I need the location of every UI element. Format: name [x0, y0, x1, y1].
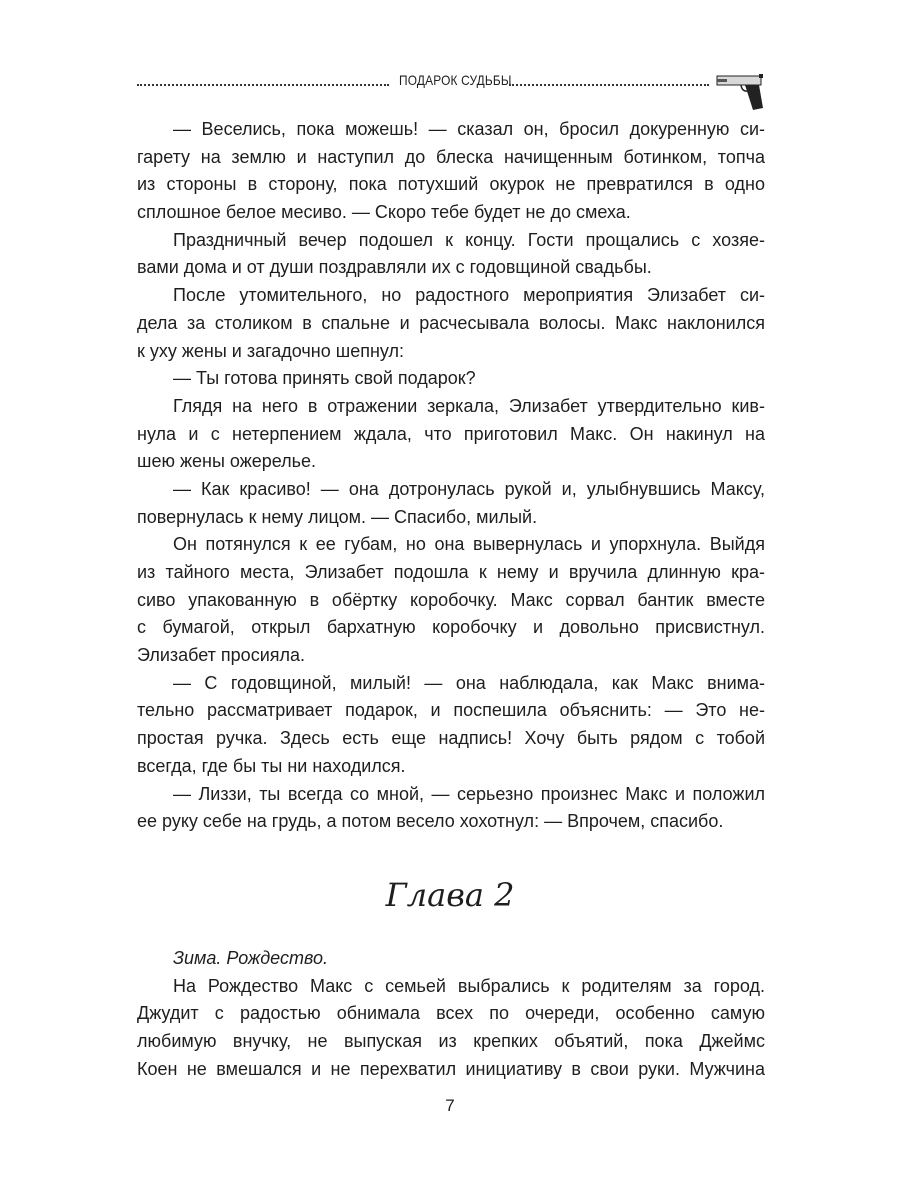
- text-line: с бумагой, открыл бархатную коробочку и довольно присвистнул.: [137, 617, 765, 638]
- text-line: Он потянулся к ее губам, но она вывернулась и упорхнула. Выйдя: [173, 534, 765, 555]
- text-line: гарету на землю и наступил до блеска начищенным ботинком, топча: [137, 146, 765, 167]
- text-line: — С годовщиной, милый! — она наблюдала, как Макс внима-: [173, 672, 765, 693]
- pistol-icon: [715, 72, 767, 117]
- text-line: ее руку себе на грудь, а потом весело хохотнул: — Впрочем, спасибо.: [137, 811, 724, 832]
- text-line: дела за столиком в спальне и расчесывала волосы. Макс наклонился: [137, 312, 765, 333]
- text-line: Коен не вмешался и не перехватил инициативу в свои руки. Мужчина: [137, 1058, 765, 1079]
- text-line: — Веселись, пока можешь! — сказал он, бросил докуренную си-: [173, 119, 765, 139]
- text-line: к уху жены и загадочно шепнул:: [137, 340, 405, 361]
- running-title: ПОДАРОК СУДЬБЫ: [399, 72, 512, 88]
- chapter-heading: Глава 2: [385, 876, 515, 914]
- text-line: из стороны в сторону, пока потухший окурок не превратился в одно: [137, 174, 765, 195]
- text-line: вами дома и от души поздравляли их с годовщиной свадьбы.: [137, 257, 652, 278]
- text-line: Элизабет просияла.: [137, 645, 306, 666]
- text-line: повернулась к нему лицом. — Спасибо, милый.: [137, 506, 538, 527]
- text-line: нула и с нетерпением ждала, что приготовил Макс. Он накинул на: [137, 423, 765, 444]
- dotted-rule-right: [509, 84, 709, 86]
- text-line: — Лиззи, ты всегда со мной, — серьезно произнес Макс и положил: [173, 783, 765, 804]
- text-line: из тайного места, Элизабет подошла к нему и вручила длинную кра-: [137, 562, 765, 582]
- body-text-section-1: [137, 116, 765, 836]
- body-text-section-2: [137, 945, 765, 1083]
- dotted-rule-left: [137, 84, 389, 86]
- text-line: простая ручка. Здесь есть еще надпись! Хочу быть рядом с тобой: [137, 728, 765, 749]
- text-line: — Как красиво! — она дотронулась рукой и, улыбнувшись Максу,: [173, 478, 765, 499]
- text-line: сплошное белое месиво. — Скоро тебе будет не до смеха.: [137, 202, 631, 223]
- text-line: После утомительного, но радостного мероприятия Элизабет си-: [173, 285, 765, 306]
- running-header: [137, 72, 777, 108]
- text-line: — Ты готова принять свой подарок?: [173, 368, 476, 389]
- text-line: Глядя на него в отражении зеркала, Элизабет утвердительно кив-: [173, 395, 765, 416]
- text-line: всегда, где бы ты ни находился.: [137, 755, 406, 776]
- text-line: тельно рассматривает подарок, и поспешила объяснить: — Это не-: [137, 700, 765, 721]
- page-number: 7: [445, 1096, 455, 1115]
- text-line: На Рождество Макс с семьей выбрались к родителям за город.: [173, 975, 765, 996]
- scene-subtitle: Зима. Рождество.: [173, 948, 328, 968]
- text-line: Джудит с радостью обнимала всех по очереди, особенно самую: [137, 1003, 765, 1024]
- text-line: шею жены ожерелье.: [137, 451, 317, 472]
- text-line: любимую внучку, не выпуская из крепких объятий, пока Джеймс: [137, 1031, 765, 1052]
- text-line: Праздничный вечер подошел к концу. Гости прощались с хозяе-: [173, 229, 765, 250]
- text-line: сиво упакованную в обёртку коробочку. Макс сорвал бантик вместе: [137, 589, 765, 610]
